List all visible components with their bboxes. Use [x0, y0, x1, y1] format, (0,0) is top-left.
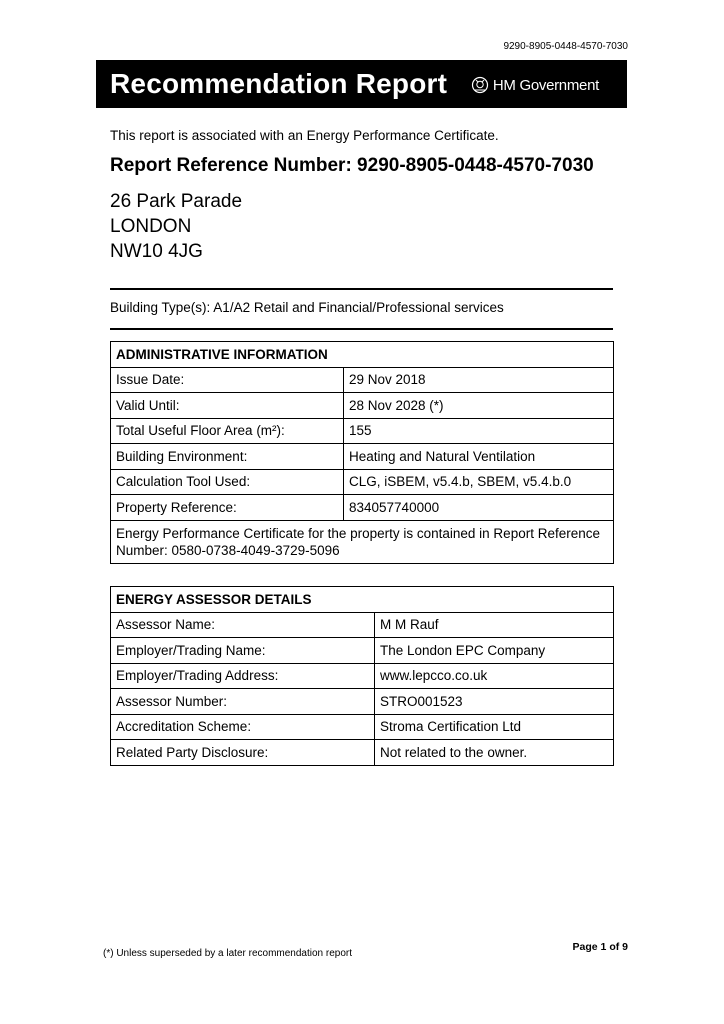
footnote: (*) Unless superseded by a later recommendation report: [103, 948, 353, 959]
table-row: [111, 740, 614, 766]
table-row: [111, 469, 614, 495]
row-value: STRO001523: [375, 689, 614, 715]
table-row: [111, 444, 614, 470]
row-label: Building Environment:: [111, 444, 344, 470]
row-value: 29 Nov 2018: [344, 367, 614, 393]
table-row: [111, 367, 614, 393]
header-reference-number: 9290-8905-0448-4570-7030: [503, 41, 628, 52]
row-value: The London EPC Company: [375, 638, 614, 664]
table-header-row: [111, 342, 614, 368]
table-row: [111, 714, 614, 740]
table-row: [111, 418, 614, 444]
table-row: [111, 612, 614, 638]
row-value: 28 Nov 2028 (*): [344, 393, 614, 419]
row-label: Assessor Number:: [111, 689, 375, 715]
table-row: [111, 689, 614, 715]
royal-crest-icon: [471, 76, 489, 94]
building-type: Building Type(s): A1/A2 Retail and Financial/Professional services: [110, 300, 504, 315]
divider-top: [110, 288, 613, 290]
table-row: [111, 663, 614, 689]
row-value: www.lepcco.co.uk: [375, 663, 614, 689]
row-label: Assessor Name:: [111, 612, 375, 638]
divider-bottom: [110, 328, 613, 330]
row-value: 155: [344, 418, 614, 444]
row-value: CLG, iSBEM, v5.4.b, SBEM, v5.4.b.0: [344, 469, 614, 495]
logo-text: HM Government: [492, 76, 599, 94]
report-reference-heading: Report Reference Number: 9290-8905-0448-4570-7030: [110, 155, 594, 176]
row-label: Calculation Tool Used:: [111, 469, 344, 495]
row-value: Stroma Certification Ltd: [375, 714, 614, 740]
row-value: M M Rauf: [375, 612, 614, 638]
row-label: Total Useful Floor Area (m²):: [111, 418, 344, 444]
row-value: Not related to the owner.: [375, 740, 614, 766]
row-label: Employer/Trading Name:: [111, 638, 375, 664]
epc-reference-note: Energy Performance Certificate for the property is contained in Report Reference Number: 0580-0738-4049-3729-5096: [111, 520, 614, 563]
table-row: [111, 638, 614, 664]
title-bar: [96, 60, 627, 108]
hm-government-logo: [471, 75, 599, 95]
page-title: Recommendation Report: [110, 68, 448, 99]
energy-assessor-details-table: [110, 586, 614, 766]
row-value: 834057740000: [344, 495, 614, 521]
intro-text: This report is associated with an Energy Performance Certificate.: [110, 128, 499, 143]
row-label: Accreditation Scheme:: [111, 714, 375, 740]
table-header-row: [111, 587, 614, 613]
table-row: [111, 495, 614, 521]
address-line-3: NW10 4JG: [110, 241, 203, 262]
row-label: Property Reference:: [111, 495, 344, 521]
row-label: Employer/Trading Address:: [111, 663, 375, 689]
address-line-1: 26 Park Parade: [110, 191, 243, 212]
administrative-information-table: [110, 341, 614, 564]
address-line-2: LONDON: [110, 216, 192, 237]
table-heading: ADMINISTRATIVE INFORMATION: [111, 342, 614, 368]
table-row: [111, 393, 614, 419]
row-value: Heating and Natural Ventilation: [344, 444, 614, 470]
row-label: Issue Date:: [111, 367, 344, 393]
row-label: Valid Until:: [111, 393, 344, 419]
table-row: [111, 520, 614, 563]
row-label: Related Party Disclosure:: [111, 740, 375, 766]
page-number: Page 1 of 9: [572, 941, 628, 953]
property-address: [110, 189, 242, 264]
table-heading: ENERGY ASSESSOR DETAILS: [111, 587, 614, 613]
